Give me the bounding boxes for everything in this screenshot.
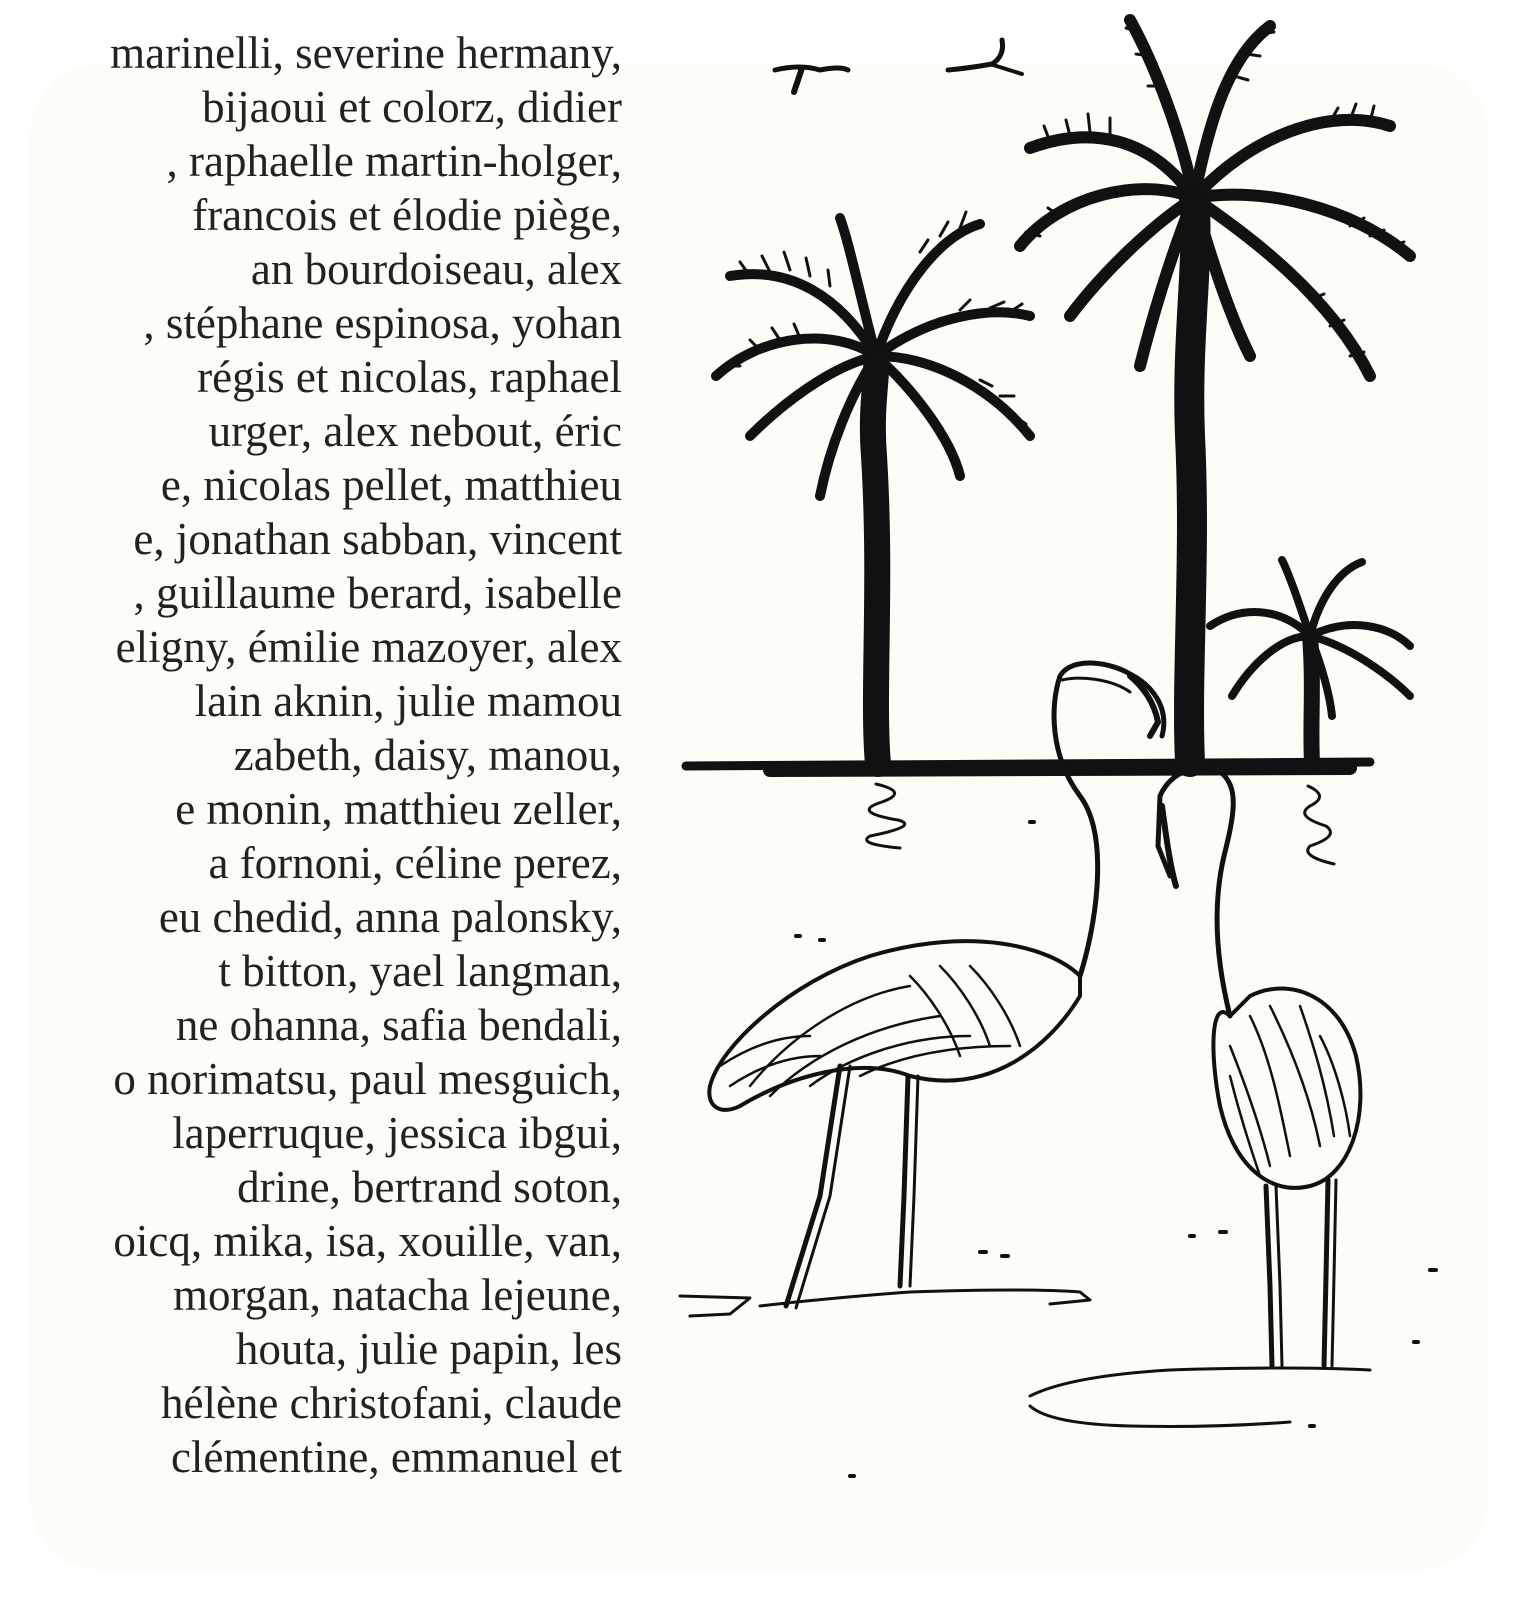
credits-line: hélène christofani, claude bbox=[160, 1378, 622, 1428]
credits-line: ne ohanna, safia bendali, bbox=[175, 1000, 622, 1050]
credits-line: t bitton, yael langman, bbox=[218, 946, 622, 996]
credits-line: eligny, émilie mazoyer, alex bbox=[115, 622, 622, 672]
flying-bird-icon bbox=[775, 67, 848, 92]
credits-line: an bourdoiseau, alex bbox=[250, 244, 622, 294]
credits-line: oicq, mika, isa, xouille, van, bbox=[113, 1216, 622, 1266]
flamingo-illustration bbox=[610, 0, 1490, 1536]
credits-line: , guillaume berard, isabelle bbox=[133, 568, 622, 618]
credits-line: clémentine, emmanuel et bbox=[170, 1432, 622, 1482]
credits-line: bijaoui et colorz, didier bbox=[202, 82, 622, 132]
credits-line: e monin, matthieu zeller, bbox=[175, 784, 622, 834]
credits-line: e, nicolas pellet, matthieu bbox=[160, 460, 622, 510]
credits-line: a fornoni, céline perez, bbox=[208, 838, 622, 888]
credits-line: , raphaelle martin-holger, bbox=[166, 136, 622, 186]
credits-text-column bbox=[30, 26, 622, 1586]
credits-line: houta, julie papin, les bbox=[235, 1324, 622, 1374]
credits-line: lain aknin, julie mamou bbox=[194, 676, 622, 726]
credits-line: eu chedid, anna palonsky, bbox=[158, 892, 622, 942]
credits-line: drine, bertrand soton, bbox=[237, 1162, 622, 1212]
flying-bird-icon bbox=[948, 40, 1022, 74]
credits-line: , stéphane espinosa, yohan bbox=[143, 298, 622, 348]
palm-tree bbox=[1210, 560, 1410, 762]
water-reflection bbox=[867, 784, 905, 848]
credits-line: régis et nicolas, raphael bbox=[197, 352, 622, 402]
credits-line: e, jonathan sabban, vincent bbox=[133, 514, 622, 564]
flamingo bbox=[1030, 767, 1370, 1426]
credits-line: urger, alex nebout, éric bbox=[208, 406, 622, 456]
water-reflection bbox=[1305, 786, 1334, 864]
credits-line: laperruque, jessica ibgui, bbox=[172, 1108, 622, 1158]
credits-line: o norimatsu, paul mesguich, bbox=[113, 1054, 622, 1104]
palm-tree bbox=[716, 212, 1030, 764]
credits-line: marinelli, severine hermany, bbox=[110, 28, 622, 78]
credits-line: zabeth, daisy, manou, bbox=[233, 730, 622, 780]
credits-line: morgan, natacha lejeune, bbox=[173, 1270, 622, 1320]
credits-line: francois et élodie piège, bbox=[192, 190, 622, 240]
